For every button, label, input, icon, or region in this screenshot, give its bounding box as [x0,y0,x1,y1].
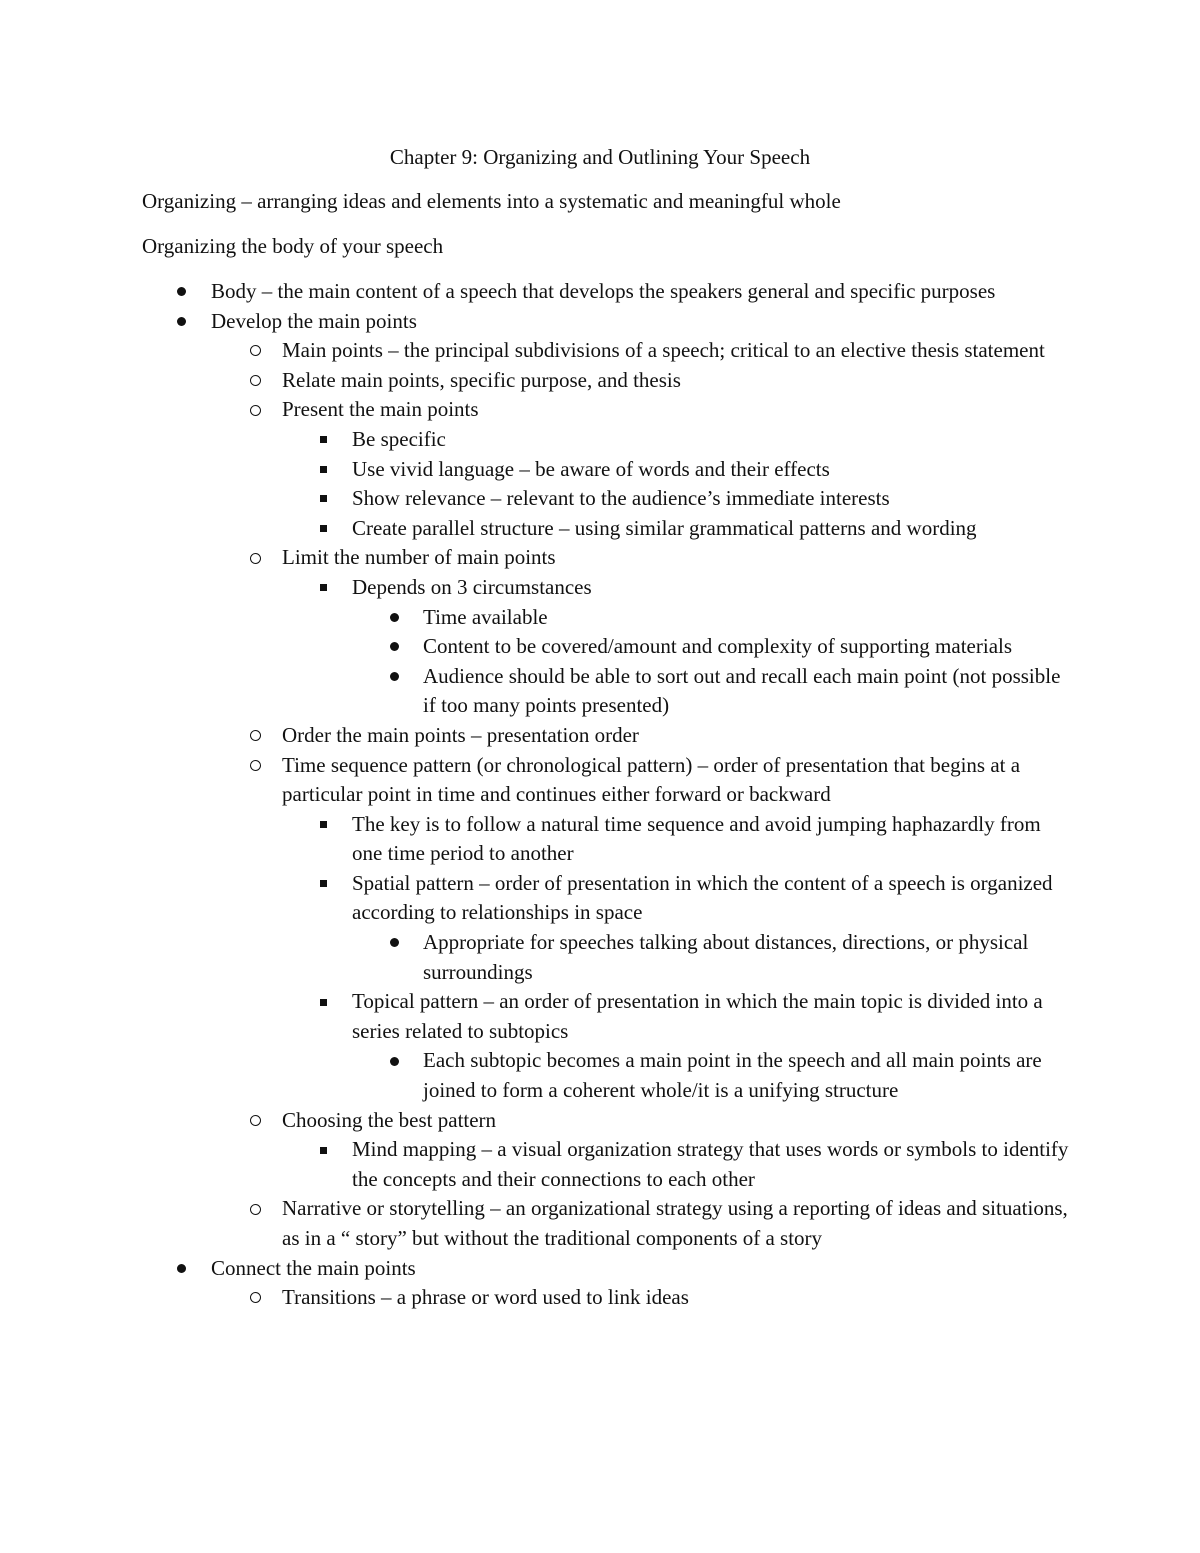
outline-item-text: Connect the main points [211,1255,416,1280]
bullet-icon [384,1046,404,1076]
square-bullet-icon [313,869,333,899]
outline-item-text: Present the main points [282,397,479,422]
outline-item-level-2 [0,1106,1200,1136]
circle-bullet-icon [245,751,265,781]
outline-item-text: Each subtopic becomes a main point in the speech and all main points are joined to form a coherent whole/it is a unifying structure [423,1048,1042,1103]
outline-item-text: Appropriate for speeches talking about distances, directions, or physical surroundings [423,930,1029,984]
square-bullet-icon [313,484,333,514]
outline-item-text: Be specific [352,426,446,451]
outline-item-text: Depends on 3 circumstances [352,574,592,599]
outline-item-level-3 [0,484,1200,514]
outline-item-text: Show relevance – relevant to the audience’s immediate interests [352,486,890,511]
outline-item-text: Mind mapping – a visual organization strategy that uses words or symbols to identify the concepts and their connections to each other [352,1137,1069,1191]
outline-item-text: Transitions – a phrase or word used to link ideas [282,1285,689,1310]
square-bullet-icon [313,425,333,455]
outline-item-text: Order the main points – presentation order [282,722,639,747]
outline-item-text: Body – the main content of a speech that develops the speakers general and specific purposes [211,279,996,303]
circle-bullet-icon [245,1194,265,1224]
square-bullet-icon [313,810,333,840]
outline-item-text: The key is to follow a natural time sequence and avoid jumping haphazardly from one time period to another [352,811,1041,866]
square-bullet-icon [313,455,333,485]
outline-item-level-4 [0,603,1200,633]
outline-item-level-2 [0,366,1200,396]
outline-item-text: Develop the main points [211,308,417,333]
outline-item-level-1 [0,1254,1200,1284]
bullet-icon [171,277,191,307]
outline-item-level-3 [0,810,1200,869]
outline-item-level-3 [0,514,1200,544]
circle-bullet-icon [245,721,265,751]
section-heading: Organizing the body of your speech [142,234,444,258]
outline-item-text: Choosing the best pattern [282,1107,497,1132]
page-title: Chapter 9: Organizing and Outlining Your Speech [389,145,811,169]
outline-item-level-2 [0,721,1200,751]
outline-item-level-4 [0,1046,1200,1105]
outline-item-level-1 [0,307,1200,337]
outline-item-text: Content to be covered/amount and complexity of supporting materials [423,634,1013,659]
outline-item-level-1 [0,277,1200,307]
outline-item-level-3 [0,869,1200,928]
square-bullet-icon [313,987,333,1017]
bullet-icon [171,307,191,337]
outline-item-text: Audience should be able to sort out and recall each main point (not possible if too many points presented) [423,663,1061,718]
circle-bullet-icon [245,1283,265,1313]
outline-item-level-2 [0,1194,1200,1253]
outline-item-level-2 [0,751,1200,810]
outline-item-level-2 [0,395,1200,425]
definition-organizing: Organizing – arranging ideas and elements into a systematic and meaningful whole [142,189,841,213]
circle-bullet-icon [245,395,265,425]
circle-bullet-icon [245,1106,265,1136]
bullet-icon [384,928,404,958]
circle-bullet-icon [245,366,265,396]
outline-item-text: Spatial pattern – order of presentation in which the content of a speech is organized according to relationships in space [352,870,1053,925]
outline-item-level-4 [0,662,1200,721]
outline-item-level-2 [0,543,1200,573]
outline-item-text: Topical pattern – an order of presentation in which the main topic is divided into a series related to subtopics [352,989,1043,1043]
square-bullet-icon [313,1135,333,1165]
circle-bullet-icon [245,336,265,366]
outline-item-level-2 [0,1283,1200,1313]
bullet-icon [384,662,404,692]
outline-item-level-3 [0,425,1200,455]
bullet-icon [384,603,404,633]
outline-item-text: Main points – the principal subdivisions of a speech; critical to an elective thesis statement [282,338,1045,363]
outline-item-text: Narrative or storytelling – an organizational strategy using a reporting of ideas and situations, as in a “ story” but without the traditional components of a story [282,1196,1068,1250]
circle-bullet-icon [245,543,265,573]
outline-item-text: Create parallel structure – using similar grammatical patterns and wording [352,515,977,540]
outline-item-text: Limit the number of main points [282,545,556,570]
outline-list [0,277,1200,1313]
outline-item-level-2 [0,336,1200,366]
outline-item-text: Use vivid language – be aware of words and their effects [352,456,830,481]
outline-item-level-4 [0,928,1200,987]
outline-item-level-3 [0,573,1200,603]
outline-item-level-3 [0,455,1200,485]
square-bullet-icon [313,514,333,544]
outline-item-text: Time sequence pattern (or chronological pattern) – order of presentation that begins at a particular point in time and continues either forward or backward [282,752,1021,807]
outline-item-text: Relate main points, specific purpose, and thesis [282,367,681,392]
square-bullet-icon [313,573,333,603]
outline-item-level-4 [0,632,1200,662]
outline-item-level-3 [0,1135,1200,1194]
outline-item-text: Time available [423,604,548,629]
bullet-icon [384,632,404,662]
bullet-icon [171,1254,191,1284]
outline-item-level-3 [0,987,1200,1046]
